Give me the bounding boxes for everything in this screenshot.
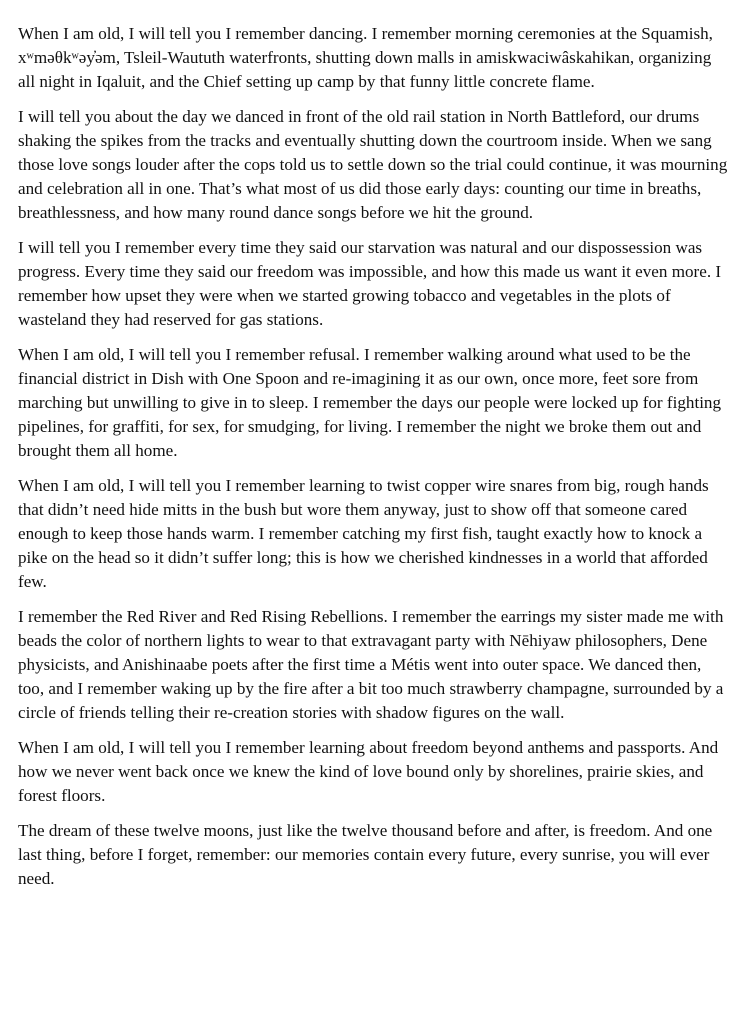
paragraph-twelve-moons: The dream of these twelve moons, just like the twelve thousand before and after, is freedom. And one last thing, before I forget, remember: our memories contain every future, every sunrise, you will ever need. [18, 820, 713, 889]
paragraph-rebellions: I remember the Red River and Red Rising Rebellions. I remember the earrings my sister made me with beads the color of northern lights to wear to that extravagant party with Nēhiyaw philosophers, Dene physicists, and Anishinaabe poets after the first time a Métis went into outer space. We danced then, too, and I remember waking up by the fire after a bit too much strawberry champagne, surrounded by a circle of friends telling their re-creation stories with shadow figures on the wall. [18, 607, 724, 723]
paragraph-dancing: When I am old, I will tell you I remember dancing. I remember morning ceremonies at the Squamish, xʷməθkʷəy̓əm, Tsleil-Waututh waterfronts, shutting down malls in amiskwaciwâskahikan, organizing all night in Iqaluit, and the Chief setting up camp by that funny little concrete flame. [18, 24, 713, 92]
paragraph-copper-wire: When I am old, I will tell you I remember learning to twist copper wire snares from big, rough hands that didn’t need hide mitts in the bush but wore them anyway, just to show off that someone cared enough to keep those hands warm. I remember catching my first fish, taught exactly how to knock a pike on the head so it didn’t suffer long; this is how we cherished kindnesses in a world that afforded few. [18, 475, 709, 592]
paragraph-starvation: I will tell you I remember every time they said our starvation was natural and our dispossession was progress. Every time they said our freedom was impossible, and how this made us want it even more. I remember how upset they were when we started growing tobacco and vegetables in the plots of wasteland they had reserved for gas stations. [18, 237, 722, 330]
paragraph-freedom: When I am old, I will tell you I remember learning about freedom beyond anthems and passports. And how we never went back once we knew the kind of love bound only by shorelines, prairie skies, and forest floors. [18, 738, 719, 806]
paragraph-north-battleford: I will tell you about the day we danced in front of the old rail station in North Battleford, our drums shaking the spikes from the tracks and eventually shutting down the courtroom inside. When we sang those love songs louder after the cops told us to settle down so the trial could continue, it was mourning and celebration all in one. That’s what most of us did those early days: counting our time in breaths, breathlessness, and how many round dance songs before we hit the ground. [18, 106, 728, 223]
paragraph-refusal: When I am old, I will tell you I remember refusal. I remember walking around what used to be the financial district in Dish with One Spoon and re-imagining it as our own, once more, feet sore from marching but unwilling to give in to sleep. I remember the days our people were locked up for fighting pipelines, for graffiti, for sex, for smudging, for living. I remember the night we broke them out and brought them all home. [18, 344, 722, 461]
